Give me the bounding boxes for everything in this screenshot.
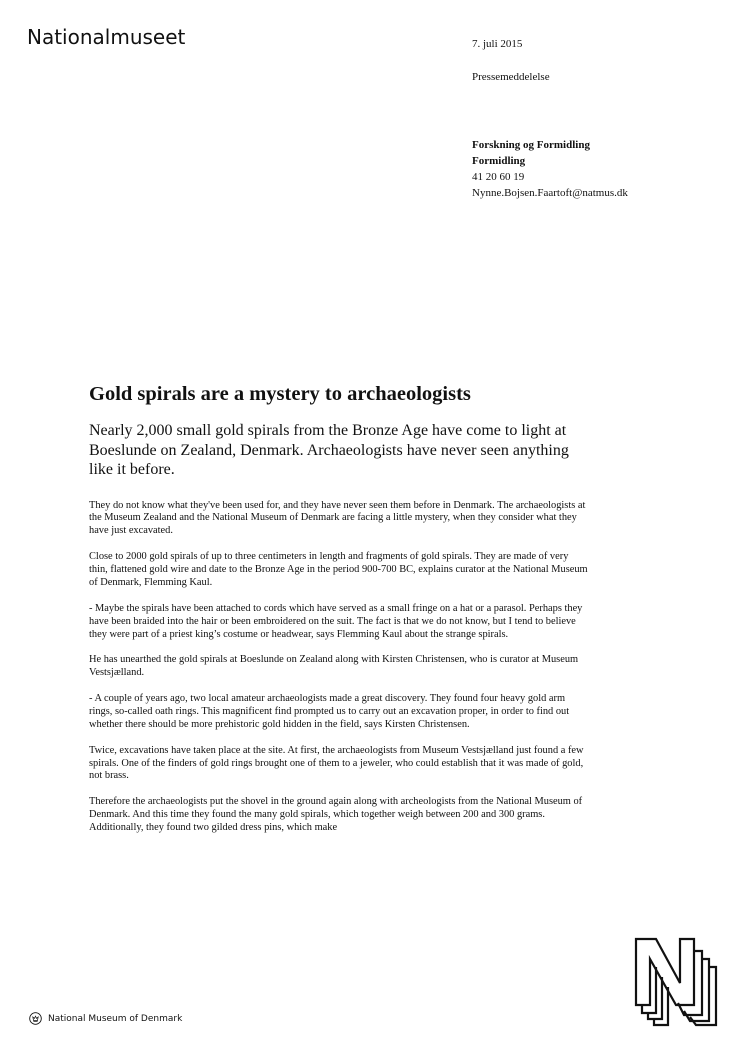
article-lead: Nearly 2,000 small gold spirals from the Bronze Age have come to light at Boeslunde on Zealand, Denmark. Archaeologists have never seen anything like it before. xyxy=(89,422,569,478)
contact-block xyxy=(472,137,628,201)
article-paragraph: They do not know what they've been used for, and they have never seen them before in Denmark. The archaeologists at the Museum Zealand and the National Museum of Denmark are facing a little mystery, when they consider what they have just excavated. xyxy=(89,499,586,537)
n-monogram-icon xyxy=(634,937,718,1027)
footer-label: National Museum of Denmark xyxy=(48,1013,183,1024)
article-paragraph: He has unearthed the gold spirals at Boeslunde on Zealand along with Kirsten Christensen, who is curator at Museum Vestsjælland. xyxy=(89,654,579,679)
document-type: Pressemeddelelse xyxy=(472,71,550,83)
article-paragraph: - A couple of years ago, two local amateur archaeologists made a great discovery. They found four heavy gold arm rings, so-called oath rings. This magnificent find prompted us to carry out an excavation proper, in order to find out whether there should be more prehistoric gold hidden in the field, says Kirsten Christensen. xyxy=(89,693,570,730)
article-paragraph: Close to 2000 gold spirals of up to three centimeters in length and fragments of gold spirals. They are made of very thin, flattened gold wire and date to the Bronze Age in the period 900-700 BC, explains curator at the National Museum of Denmark, Flemming Kaul. xyxy=(89,551,588,588)
crown-seal-icon xyxy=(29,1012,42,1025)
contact-phone: 41 20 60 19 xyxy=(472,171,525,183)
article-paragraph: Therefore the archaeologists put the shovel in the ground again along with archeologists from the National Museum of Denmark. And this time they found the many gold spirals, which together weigh between 200 and 300 grams. Additionally, they found two gilded dress pins, which make xyxy=(89,796,583,834)
article-paragraph: - Maybe the spirals have been attached to cords which have served as a small fringe on a hat or a parasol. Perhaps they have been braided into the hair or been embroidered on the suit. The fact is that we do not know, but I tend to believe they were part of a priest king’s costume or headwear, says Flemming Kaul about the strange spirals. xyxy=(89,602,583,640)
contact-email: Nynne.Bojsen.Faartoft@natmus.dk xyxy=(472,187,628,199)
footer xyxy=(29,1012,182,1025)
article-headline: Gold spirals are a mystery to archaeologists xyxy=(89,383,471,405)
article-paragraph: Twice, excavations have taken place at the site. At first, the archaeologists from Museum Vestsjælland just found a few spirals. One of the finders of gold rings brought one of them to a jeweler, who could establish that it was made of gold, not brass. xyxy=(89,744,584,782)
contact-unit: Formidling xyxy=(472,155,526,167)
contact-department: Forskning og Formidling xyxy=(472,139,590,151)
nationalmuseet-logo-text: Nationalmuseet xyxy=(27,25,186,49)
article xyxy=(89,381,589,848)
press-date: 7. juli 2015 xyxy=(472,38,523,50)
